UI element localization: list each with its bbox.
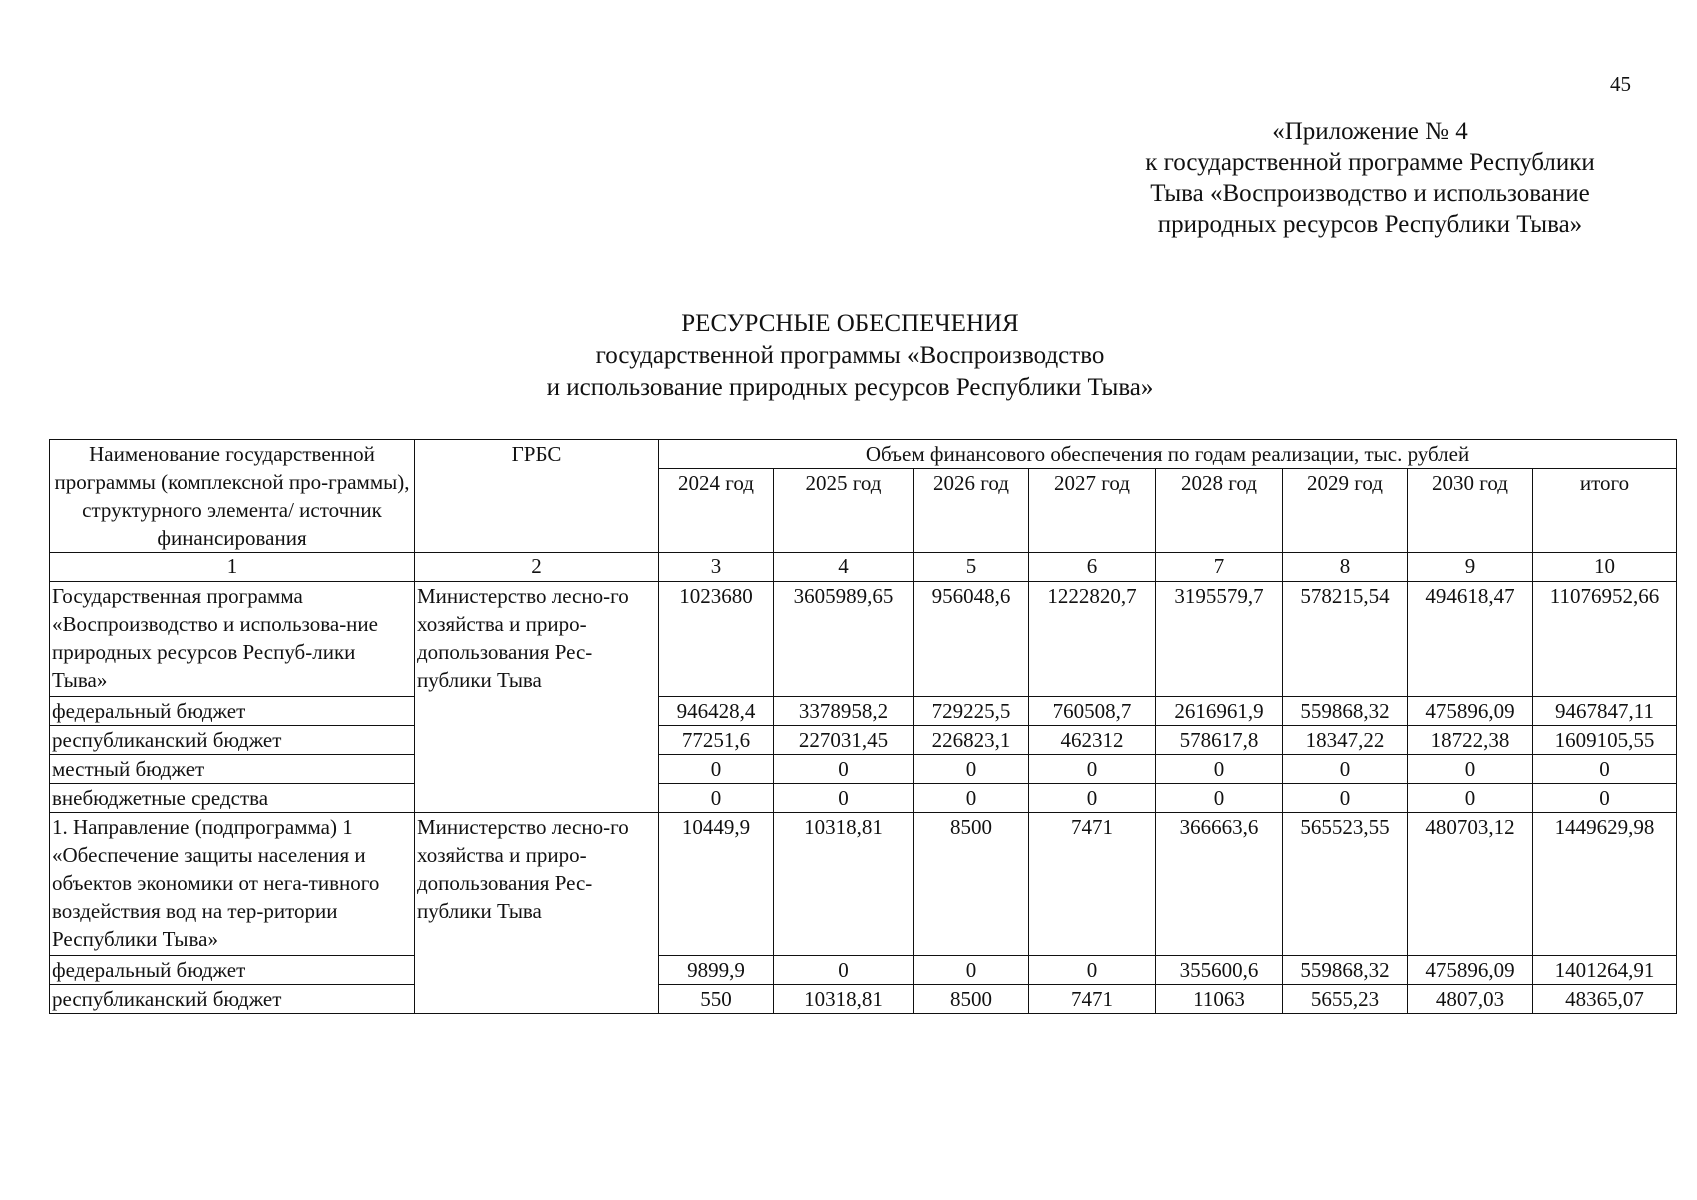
value-cell: 729225,5 — [914, 697, 1029, 726]
value-cell: 760508,7 — [1029, 697, 1156, 726]
value-cell: 7471 — [1029, 813, 1156, 956]
value-cell: 462312 — [1029, 726, 1156, 755]
value-cell: 0 — [1156, 755, 1283, 784]
column-index: 7 — [1156, 553, 1283, 582]
resource-table — [49, 439, 1677, 1014]
header-year: 2026 год — [914, 469, 1029, 553]
value-cell: 10449,9 — [659, 813, 774, 956]
value-cell: 0 — [1408, 755, 1533, 784]
column-index: 5 — [914, 553, 1029, 582]
value-cell: 0 — [1408, 784, 1533, 813]
grbs-cell: Министерство лесно-го хозяйства и приро-допользования Рес-публики Тыва — [415, 582, 659, 813]
value-cell: 227031,45 — [774, 726, 914, 755]
value-cell: 0 — [1533, 784, 1677, 813]
value-cell: 18347,22 — [1283, 726, 1408, 755]
value-cell: 956048,6 — [914, 582, 1029, 697]
value-cell: 0 — [774, 956, 914, 985]
value-cell: 8500 — [914, 985, 1029, 1014]
appendix-line: Тыва «Воспроизводство и использование — [1150, 180, 1590, 207]
header-year: 2029 год — [1283, 469, 1408, 553]
title-line: РЕСУРСНЫЕ ОБЕСПЕЧЕНИЯ — [681, 310, 1019, 337]
row-name: федеральный бюджет — [50, 697, 415, 726]
value-cell: 578617,8 — [1156, 726, 1283, 755]
column-index: 3 — [659, 553, 774, 582]
header-name: Наименование государственной программы (комплексной про-граммы), структурного элемента/ источник финансирования — [50, 440, 415, 553]
table-row — [50, 755, 1677, 784]
header-total: итого — [1533, 469, 1677, 553]
appendix-line: природных ресурсов Республики Тыва» — [1157, 211, 1583, 238]
row-name: республиканский бюджет — [50, 726, 415, 755]
value-cell: 77251,6 — [659, 726, 774, 755]
value-cell: 366663,6 — [1156, 813, 1283, 956]
value-cell: 1449629,98 — [1533, 813, 1677, 956]
column-index: 2 — [415, 553, 659, 582]
value-cell: 226823,1 — [914, 726, 1029, 755]
page-number: 45 — [1610, 72, 1631, 96]
value-cell: 2616961,9 — [1156, 697, 1283, 726]
value-cell: 494618,47 — [1408, 582, 1533, 697]
value-cell: 946428,4 — [659, 697, 774, 726]
value-cell: 4807,03 — [1408, 985, 1533, 1014]
value-cell: 18722,38 — [1408, 726, 1533, 755]
value-cell: 0 — [659, 755, 774, 784]
table-row — [50, 813, 1677, 956]
header-year: 2027 год — [1029, 469, 1156, 553]
value-cell: 3378958,2 — [774, 697, 914, 726]
document-title — [300, 308, 1400, 404]
value-cell: 565523,55 — [1283, 813, 1408, 956]
value-cell: 9899,9 — [659, 956, 774, 985]
appendix-note — [1090, 116, 1650, 240]
column-index-row — [50, 553, 1677, 582]
value-cell: 1401264,91 — [1533, 956, 1677, 985]
value-cell: 5655,23 — [1283, 985, 1408, 1014]
value-cell: 11063 — [1156, 985, 1283, 1014]
row-name: Государственная программа «Воспроизводство и использова-ние природных ресурсов Респуб-лики Тыва» — [50, 582, 415, 697]
value-cell: 8500 — [914, 813, 1029, 956]
appendix-line: «Приложение № 4 — [1272, 118, 1468, 145]
value-cell: 480703,12 — [1408, 813, 1533, 956]
header-grbs: ГРБС — [415, 440, 659, 553]
column-index: 8 — [1283, 553, 1408, 582]
row-name: 1. Направление (подпрограмма) 1 «Обеспечение защиты населения и объектов экономики от нега-тивного воздействия вод на тер-ритории Республики Тыва» — [50, 813, 415, 956]
table-row — [50, 956, 1677, 985]
header-year: 2024 год — [659, 469, 774, 553]
column-index: 1 — [50, 553, 415, 582]
value-cell: 11076952,66 — [1533, 582, 1677, 697]
value-cell: 10318,81 — [774, 985, 914, 1014]
value-cell: 0 — [1029, 755, 1156, 784]
value-cell: 0 — [1283, 755, 1408, 784]
table-row — [50, 985, 1677, 1014]
value-cell: 7471 — [1029, 985, 1156, 1014]
row-name: местный бюджет — [50, 755, 415, 784]
value-cell: 9467847,11 — [1533, 697, 1677, 726]
grbs-cell: Министерство лесно-го хозяйства и приро-допользования Рес-публики Тыва — [415, 813, 659, 1014]
value-cell: 0 — [914, 784, 1029, 813]
value-cell: 475896,09 — [1408, 956, 1533, 985]
table-row — [50, 697, 1677, 726]
column-index: 9 — [1408, 553, 1533, 582]
header-volume: Объем финансового обеспечения по годам реализации, тыс. рублей — [659, 440, 1677, 469]
value-cell: 1609105,55 — [1533, 726, 1677, 755]
column-index: 4 — [774, 553, 914, 582]
value-cell: 0 — [914, 956, 1029, 985]
value-cell: 10318,81 — [774, 813, 914, 956]
table-row — [50, 726, 1677, 755]
header-year: 2025 год — [774, 469, 914, 553]
title-line: и использование природных ресурсов Республики Тыва» — [546, 374, 1154, 401]
row-name: внебюджетные средства — [50, 784, 415, 813]
value-cell: 550 — [659, 985, 774, 1014]
row-name: федеральный бюджет — [50, 956, 415, 985]
column-index: 10 — [1533, 553, 1677, 582]
value-cell: 0 — [1029, 784, 1156, 813]
column-index: 6 — [1029, 553, 1156, 582]
table-row — [50, 582, 1677, 697]
value-cell: 48365,07 — [1533, 985, 1677, 1014]
value-cell: 3195579,7 — [1156, 582, 1283, 697]
value-cell: 578215,54 — [1283, 582, 1408, 697]
value-cell: 1222820,7 — [1029, 582, 1156, 697]
appendix-line: к государственной программе Республики — [1145, 149, 1595, 176]
value-cell: 475896,09 — [1408, 697, 1533, 726]
value-cell: 0 — [1029, 956, 1156, 985]
value-cell: 0 — [659, 784, 774, 813]
value-cell: 3605989,65 — [774, 582, 914, 697]
value-cell: 355600,6 — [1156, 956, 1283, 985]
value-cell: 0 — [1283, 784, 1408, 813]
header-year: 2028 год — [1156, 469, 1283, 553]
value-cell: 559868,32 — [1283, 956, 1408, 985]
table-row — [50, 784, 1677, 813]
title-line: государственной программы «Воспроизводство — [595, 342, 1105, 369]
row-name: республиканский бюджет — [50, 985, 415, 1014]
header-year: 2030 год — [1408, 469, 1533, 553]
value-cell: 0 — [1533, 755, 1677, 784]
value-cell: 559868,32 — [1283, 697, 1408, 726]
value-cell: 0 — [1156, 784, 1283, 813]
value-cell: 0 — [774, 784, 914, 813]
value-cell: 0 — [774, 755, 914, 784]
value-cell: 0 — [914, 755, 1029, 784]
value-cell: 1023680 — [659, 582, 774, 697]
